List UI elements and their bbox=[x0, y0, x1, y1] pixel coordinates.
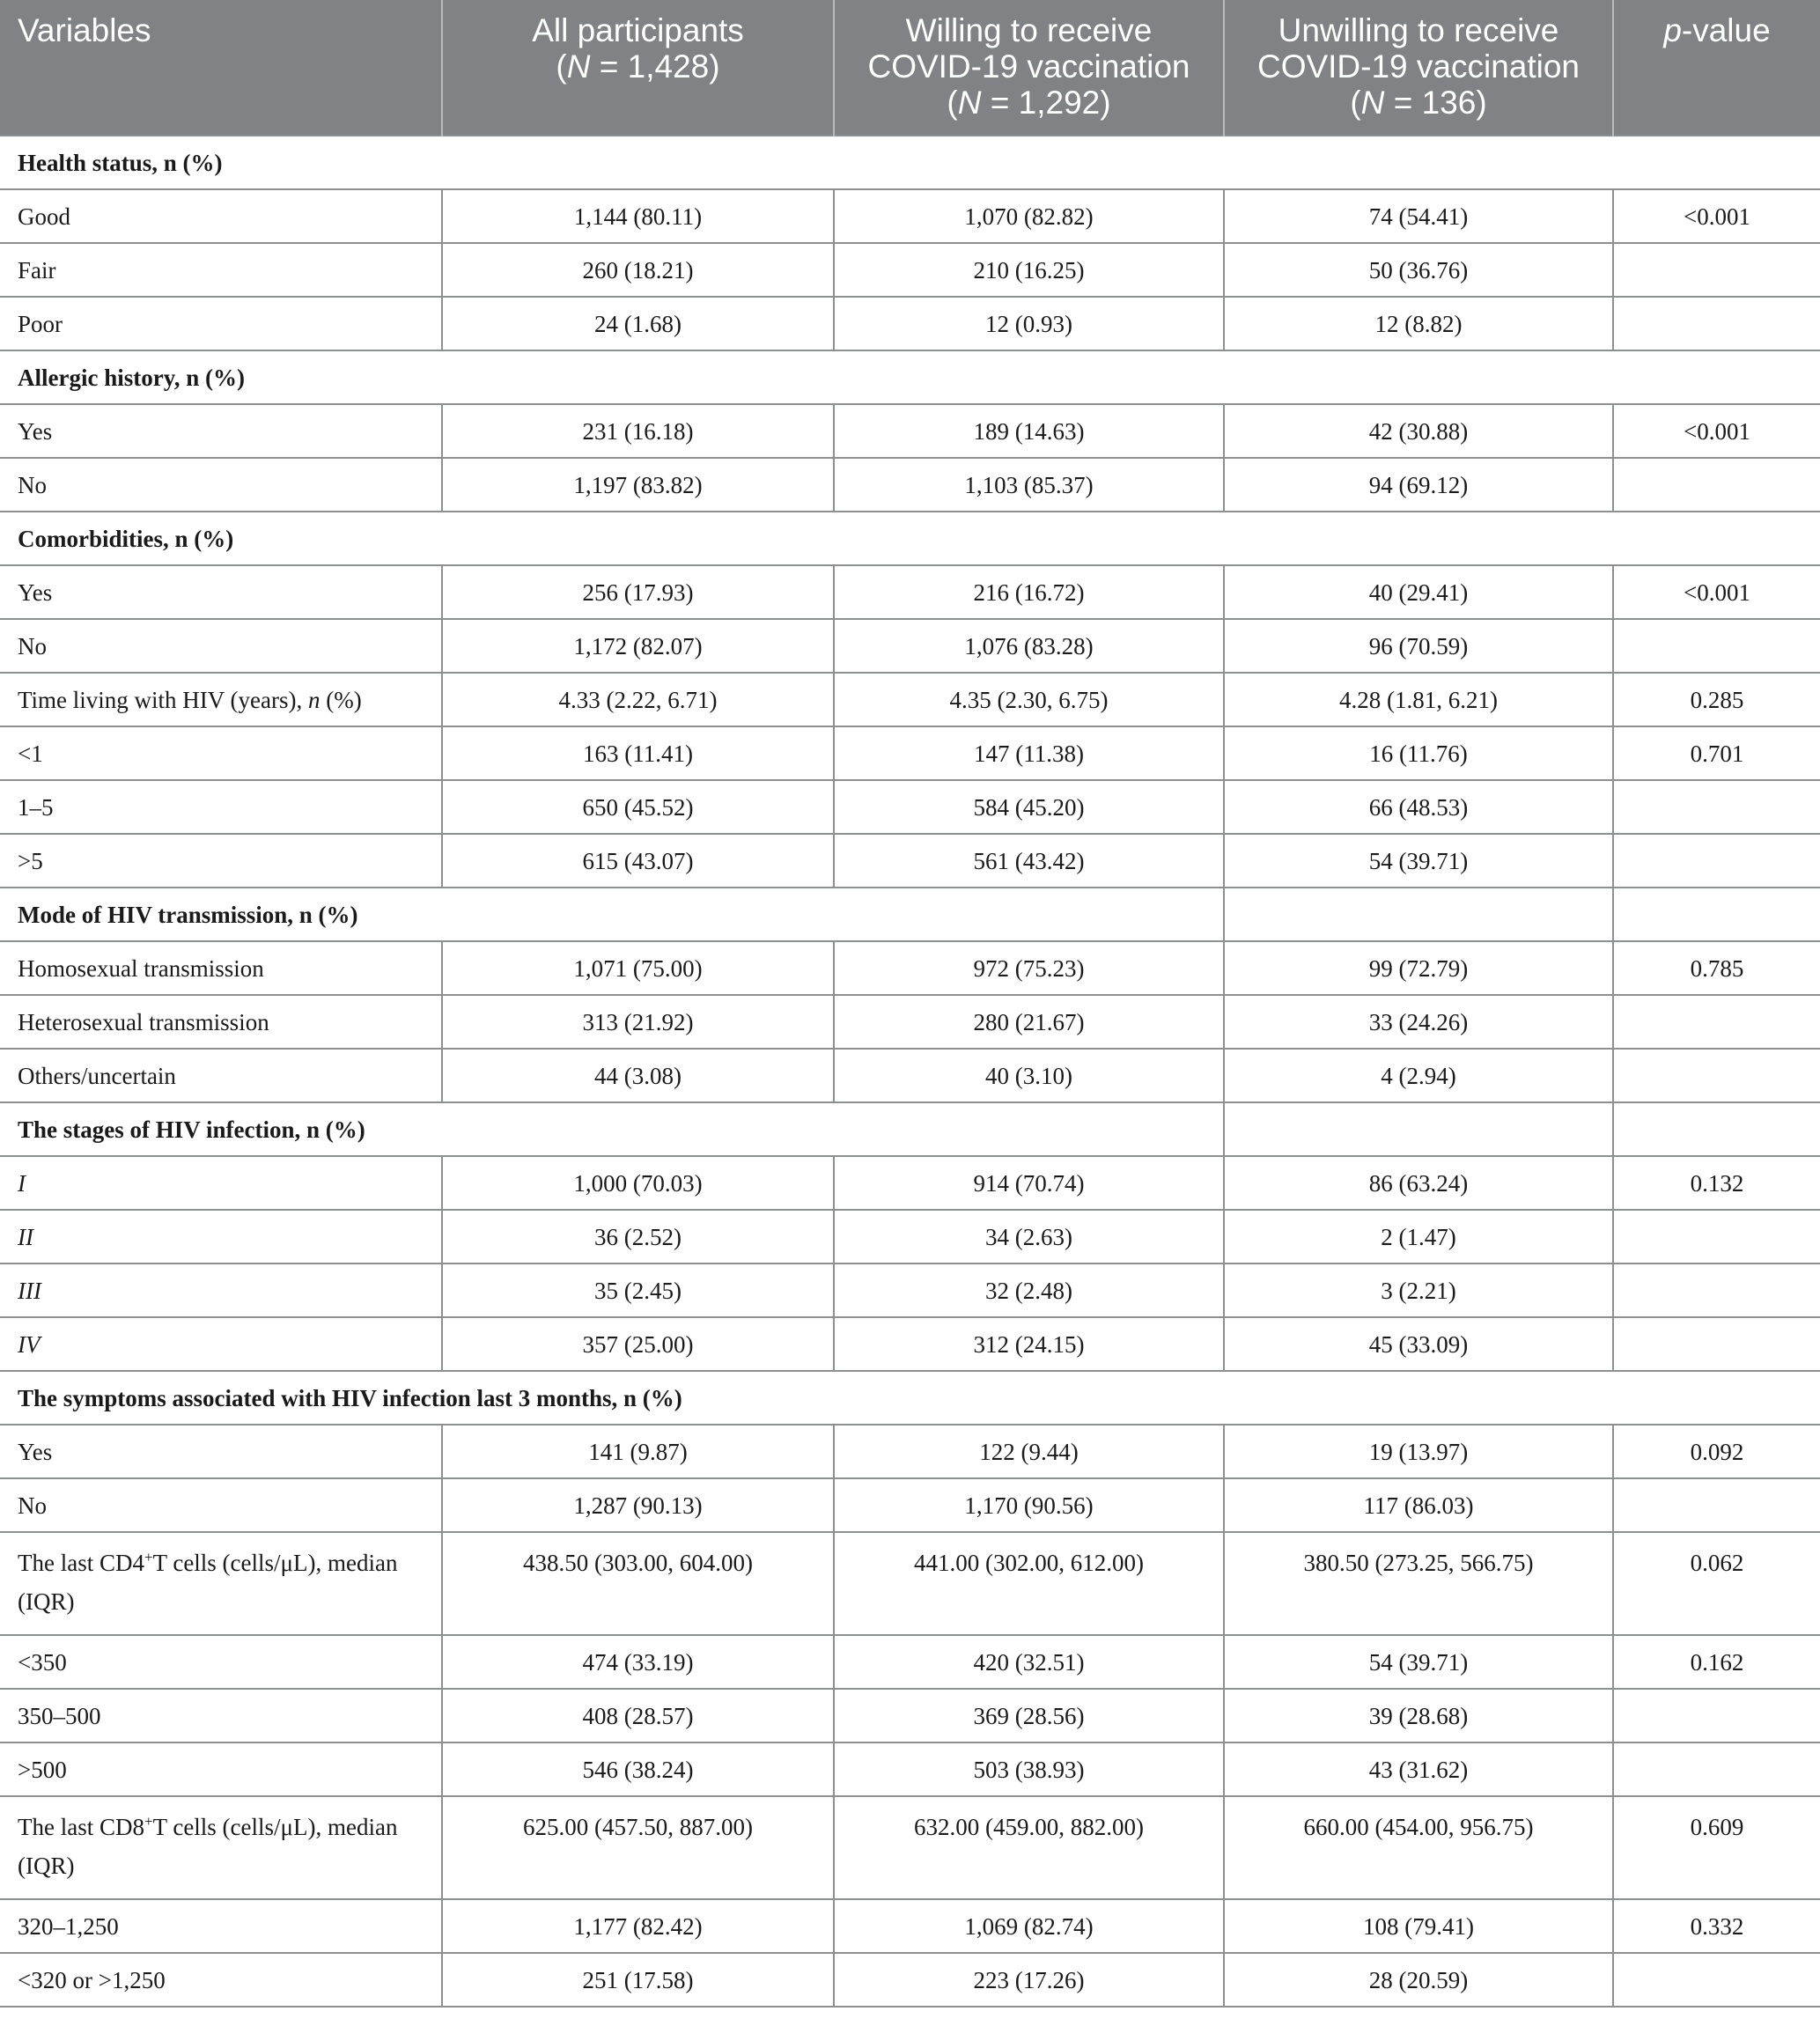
cell-willing: 420 (32.51) bbox=[834, 1635, 1224, 1689]
cell-p-value bbox=[1613, 1742, 1820, 1796]
cell-p-value: 0.785 bbox=[1613, 941, 1820, 995]
cell-p-value: <0.001 bbox=[1613, 565, 1820, 619]
cell-all: 650 (45.52) bbox=[442, 780, 834, 834]
header-willing: Willing to receive COVID-19 vaccination (N = 1,292) bbox=[834, 0, 1224, 136]
header-all-participants: All participants (N = 1,428) bbox=[442, 0, 834, 136]
table-row bbox=[0, 941, 1820, 995]
cell-willing: 503 (38.93) bbox=[834, 1742, 1224, 1796]
cell-all: 256 (17.93) bbox=[442, 565, 834, 619]
cell-unwilling: 117 (86.03) bbox=[1224, 1478, 1613, 1532]
cell-all: 24 (1.68) bbox=[442, 297, 834, 350]
cell-unwilling: 39 (28.68) bbox=[1224, 1689, 1613, 1742]
table-row bbox=[0, 1532, 1820, 1635]
row-label: 320–1,250 bbox=[0, 1899, 442, 1953]
table-row bbox=[0, 1317, 1820, 1371]
section-label: Comorbidities, n (%) bbox=[0, 512, 1820, 565]
cell-all: 1,197 (83.82) bbox=[442, 458, 834, 512]
section-row bbox=[0, 1102, 1820, 1156]
table-row bbox=[0, 1796, 1820, 1899]
cell-p-value bbox=[1613, 834, 1820, 888]
row-label: No bbox=[0, 1478, 442, 1532]
cell-all: 163 (11.41) bbox=[442, 726, 834, 780]
cell-unwilling: 66 (48.53) bbox=[1224, 780, 1613, 834]
table-row bbox=[0, 243, 1820, 297]
table-row bbox=[0, 780, 1820, 834]
table-row bbox=[0, 458, 1820, 512]
table-row bbox=[0, 673, 1820, 726]
cell-p-value: 0.332 bbox=[1613, 1899, 1820, 1953]
cell-p-value: 0.701 bbox=[1613, 726, 1820, 780]
row-label: >500 bbox=[0, 1742, 442, 1796]
cell-all: 36 (2.52) bbox=[442, 1210, 834, 1263]
cell-willing: 12 (0.93) bbox=[834, 297, 1224, 350]
table-row bbox=[0, 1049, 1820, 1102]
row-label: Time living with HIV (years), n (%) bbox=[0, 673, 442, 726]
row-label: <320 or >1,250 bbox=[0, 1953, 442, 2007]
cell-all: 141 (9.87) bbox=[442, 1425, 834, 1478]
table-row bbox=[0, 565, 1820, 619]
cell-all: 438.50 (303.00, 604.00) bbox=[442, 1532, 834, 1635]
row-label: Others/uncertain bbox=[0, 1049, 442, 1102]
cell-unwilling: 108 (79.41) bbox=[1224, 1899, 1613, 1953]
cell-unwilling: 28 (20.59) bbox=[1224, 1953, 1613, 2007]
row-label: III bbox=[0, 1263, 442, 1317]
cell-empty bbox=[1224, 1102, 1613, 1156]
cell-willing: 4.35 (2.30, 6.75) bbox=[834, 673, 1224, 726]
cell-willing: 223 (17.26) bbox=[834, 1953, 1224, 2007]
cell-willing: 216 (16.72) bbox=[834, 565, 1224, 619]
cell-unwilling: 45 (33.09) bbox=[1224, 1317, 1613, 1371]
table-row bbox=[0, 404, 1820, 458]
cell-unwilling: 2 (1.47) bbox=[1224, 1210, 1613, 1263]
cell-willing: 1,170 (90.56) bbox=[834, 1478, 1224, 1532]
cell-p-value bbox=[1613, 1317, 1820, 1371]
cell-all: 1,177 (82.42) bbox=[442, 1899, 834, 1953]
cell-willing: 1,103 (85.37) bbox=[834, 458, 1224, 512]
cell-willing: 189 (14.63) bbox=[834, 404, 1224, 458]
row-label: Poor bbox=[0, 297, 442, 350]
cell-p-value: 0.062 bbox=[1613, 1532, 1820, 1635]
cell-unwilling: 96 (70.59) bbox=[1224, 619, 1613, 673]
cell-p-value: 0.132 bbox=[1613, 1156, 1820, 1210]
cell-all: 231 (16.18) bbox=[442, 404, 834, 458]
cell-unwilling: 4.28 (1.81, 6.21) bbox=[1224, 673, 1613, 726]
cell-willing: 584 (45.20) bbox=[834, 780, 1224, 834]
header-row bbox=[0, 0, 1820, 136]
cell-p-value: <0.001 bbox=[1613, 404, 1820, 458]
header-variables: Variables bbox=[0, 0, 442, 136]
cell-all: 357 (25.00) bbox=[442, 1317, 834, 1371]
cell-willing: 34 (2.63) bbox=[834, 1210, 1224, 1263]
header-unwilling: Unwilling to receive COVID-19 vaccination (N = 136) bbox=[1224, 0, 1613, 136]
cell-unwilling: 33 (24.26) bbox=[1224, 995, 1613, 1049]
table-row bbox=[0, 1425, 1820, 1478]
cell-p-value bbox=[1613, 243, 1820, 297]
cell-all: 251 (17.58) bbox=[442, 1953, 834, 2007]
row-label: 350–500 bbox=[0, 1689, 442, 1742]
cell-p-value: 0.092 bbox=[1613, 1425, 1820, 1478]
cell-unwilling: 380.50 (273.25, 566.75) bbox=[1224, 1532, 1613, 1635]
cell-all: 625.00 (457.50, 887.00) bbox=[442, 1796, 834, 1899]
cell-willing: 369 (28.56) bbox=[834, 1689, 1224, 1742]
section-label: Health status, n (%) bbox=[0, 136, 1820, 189]
table-row bbox=[0, 1899, 1820, 1953]
section-row bbox=[0, 350, 1820, 404]
row-label: Yes bbox=[0, 1425, 442, 1478]
cell-all: 35 (2.45) bbox=[442, 1263, 834, 1317]
cell-unwilling: 660.00 (454.00, 956.75) bbox=[1224, 1796, 1613, 1899]
cell-unwilling: 19 (13.97) bbox=[1224, 1425, 1613, 1478]
cell-all: 4.33 (2.22, 6.71) bbox=[442, 673, 834, 726]
cell-unwilling: 94 (69.12) bbox=[1224, 458, 1613, 512]
row-label: Homosexual transmission bbox=[0, 941, 442, 995]
cell-unwilling: 99 (72.79) bbox=[1224, 941, 1613, 995]
cell-willing: 40 (3.10) bbox=[834, 1049, 1224, 1102]
table-row bbox=[0, 834, 1820, 888]
row-label: <350 bbox=[0, 1635, 442, 1689]
table-row bbox=[0, 995, 1820, 1049]
cell-empty bbox=[1613, 1102, 1820, 1156]
section-label: The stages of HIV infection, n (%) bbox=[0, 1102, 1224, 1156]
row-label: Yes bbox=[0, 565, 442, 619]
section-label: Mode of HIV transmission, n (%) bbox=[0, 888, 1224, 941]
cell-unwilling: 16 (11.76) bbox=[1224, 726, 1613, 780]
table-row bbox=[0, 619, 1820, 673]
cell-willing: 972 (75.23) bbox=[834, 941, 1224, 995]
cell-unwilling: 54 (39.71) bbox=[1224, 1635, 1613, 1689]
cell-willing: 914 (70.74) bbox=[834, 1156, 1224, 1210]
cell-all: 474 (33.19) bbox=[442, 1635, 834, 1689]
cell-unwilling: 3 (2.21) bbox=[1224, 1263, 1613, 1317]
row-label: No bbox=[0, 458, 442, 512]
cell-unwilling: 86 (63.24) bbox=[1224, 1156, 1613, 1210]
cell-willing: 32 (2.48) bbox=[834, 1263, 1224, 1317]
section-label: Allergic history, n (%) bbox=[0, 350, 1820, 404]
cell-empty bbox=[1613, 888, 1820, 941]
cell-p-value: <0.001 bbox=[1613, 189, 1820, 243]
cell-p-value bbox=[1613, 1953, 1820, 2007]
cell-p-value bbox=[1613, 458, 1820, 512]
section-row bbox=[0, 1371, 1820, 1425]
row-label: 1–5 bbox=[0, 780, 442, 834]
cell-willing: 1,076 (83.28) bbox=[834, 619, 1224, 673]
cell-all: 615 (43.07) bbox=[442, 834, 834, 888]
cell-all: 313 (21.92) bbox=[442, 995, 834, 1049]
table-row bbox=[0, 1478, 1820, 1532]
cell-all: 546 (38.24) bbox=[442, 1742, 834, 1796]
row-label: Good bbox=[0, 189, 442, 243]
section-row bbox=[0, 512, 1820, 565]
cell-willing: 147 (11.38) bbox=[834, 726, 1224, 780]
cell-p-value bbox=[1613, 1049, 1820, 1102]
row-label: IV bbox=[0, 1317, 442, 1371]
row-label: II bbox=[0, 1210, 442, 1263]
cell-empty bbox=[1224, 888, 1613, 941]
table-row bbox=[0, 189, 1820, 243]
cell-willing: 122 (9.44) bbox=[834, 1425, 1224, 1478]
cell-p-value bbox=[1613, 1263, 1820, 1317]
row-label: The last CD8+T cells (cells/μL), median (IQR) bbox=[0, 1796, 442, 1899]
cell-p-value bbox=[1613, 619, 1820, 673]
row-label: I bbox=[0, 1156, 442, 1210]
cell-willing: 210 (16.25) bbox=[834, 243, 1224, 297]
cell-unwilling: 74 (54.41) bbox=[1224, 189, 1613, 243]
row-label: Fair bbox=[0, 243, 442, 297]
row-label: No bbox=[0, 619, 442, 673]
row-label: >5 bbox=[0, 834, 442, 888]
row-label: The last CD4+T cells (cells/μL), median (IQR) bbox=[0, 1532, 442, 1635]
cell-unwilling: 4 (2.94) bbox=[1224, 1049, 1613, 1102]
table-row bbox=[0, 1742, 1820, 1796]
cell-all: 1,144 (80.11) bbox=[442, 189, 834, 243]
table-row bbox=[0, 297, 1820, 350]
cell-willing: 1,069 (82.74) bbox=[834, 1899, 1224, 1953]
cell-unwilling: 43 (31.62) bbox=[1224, 1742, 1613, 1796]
section-label: The symptoms associated with HIV infection last 3 months, n (%) bbox=[0, 1371, 1820, 1425]
cell-all: 1,287 (90.13) bbox=[442, 1478, 834, 1532]
cell-unwilling: 42 (30.88) bbox=[1224, 404, 1613, 458]
table-row bbox=[0, 1210, 1820, 1263]
table-row bbox=[0, 1156, 1820, 1210]
cell-p-value bbox=[1613, 1210, 1820, 1263]
cell-willing: 312 (24.15) bbox=[834, 1317, 1224, 1371]
cell-unwilling: 54 (39.71) bbox=[1224, 834, 1613, 888]
cell-p-value bbox=[1613, 995, 1820, 1049]
cell-all: 1,000 (70.03) bbox=[442, 1156, 834, 1210]
header-p-value: p-value bbox=[1613, 0, 1820, 136]
cell-all: 1,071 (75.00) bbox=[442, 941, 834, 995]
cell-willing: 1,070 (82.82) bbox=[834, 189, 1224, 243]
cell-willing: 441.00 (302.00, 612.00) bbox=[834, 1532, 1224, 1635]
cell-willing: 632.00 (459.00, 882.00) bbox=[834, 1796, 1224, 1899]
cell-p-value: 0.285 bbox=[1613, 673, 1820, 726]
cell-all: 1,172 (82.07) bbox=[442, 619, 834, 673]
cell-p-value bbox=[1613, 297, 1820, 350]
cell-unwilling: 12 (8.82) bbox=[1224, 297, 1613, 350]
cell-p-value bbox=[1613, 1478, 1820, 1532]
cell-unwilling: 50 (36.76) bbox=[1224, 243, 1613, 297]
table-row bbox=[0, 1689, 1820, 1742]
table-row bbox=[0, 1635, 1820, 1689]
cell-p-value bbox=[1613, 780, 1820, 834]
cell-p-value: 0.609 bbox=[1613, 1796, 1820, 1899]
cell-all: 260 (18.21) bbox=[442, 243, 834, 297]
section-row bbox=[0, 888, 1820, 941]
table-row bbox=[0, 1953, 1820, 2007]
row-label: Heterosexual transmission bbox=[0, 995, 442, 1049]
table-row bbox=[0, 726, 1820, 780]
cell-p-value bbox=[1613, 1689, 1820, 1742]
row-label: Yes bbox=[0, 404, 442, 458]
cell-all: 408 (28.57) bbox=[442, 1689, 834, 1742]
table-row bbox=[0, 1263, 1820, 1317]
cell-p-value: 0.162 bbox=[1613, 1635, 1820, 1689]
cell-willing: 561 (43.42) bbox=[834, 834, 1224, 888]
row-label: <1 bbox=[0, 726, 442, 780]
section-row bbox=[0, 136, 1820, 189]
cell-willing: 280 (21.67) bbox=[834, 995, 1224, 1049]
cell-all: 44 (3.08) bbox=[442, 1049, 834, 1102]
cell-unwilling: 40 (29.41) bbox=[1224, 565, 1613, 619]
